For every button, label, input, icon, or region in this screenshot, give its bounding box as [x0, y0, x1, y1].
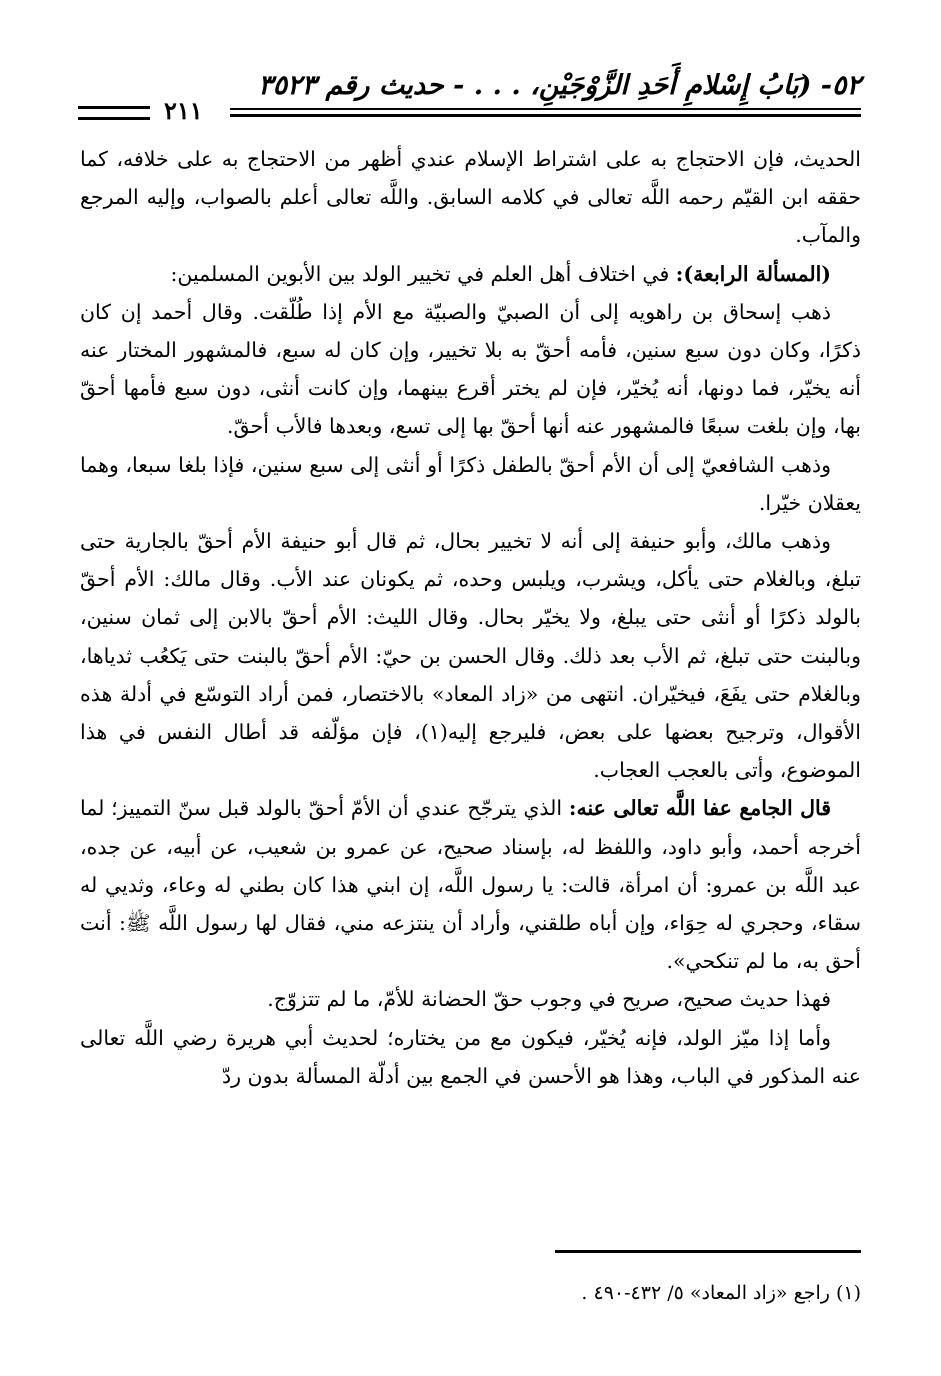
paragraph-text: وذهب مالك، وأبو حنيفة إلى أنه لا تخيير بحال، ثم قال أبو حنيفة الأم أحقّ بالجارية حتى تبلغ، وبالغلام حتى يأكل، ويشرب، ويلبس وحده، ثم يكونان عند الأب. وقال مالك: الأم أحقّ بالولد ذكرًا أو أنثى حتى يبلغ، ولا يخيّر بحال. وقال الليث: الأم أحقّ بالابن إلى ثمان سنين، وبالبنت حتى تبلغ، ثم الأب بعد ذلك. وقال الحسن بن حيّ: الأم أحقّ بالبنت حتى يَكعُب ثدياها، وبالغلام حتى يفَعَ، فيخيّران. انتهى من «زاد المعاد» بالاختصار، فمن أراد التوسّع في أدلة هذه الأقوال، وترجيح بعضها على بعض، فليرجع إليه(١)، فإن مؤلّفه قد أطال النفس في هذا الموضوع، وأتى بالعجب العجاب.: [80, 529, 861, 783]
paragraph: [80, 522, 861, 789]
running-title: ٥٢- (بَابُ إِسْلامِ أَحَدِ الزَّوْجَيْنِ، . . . - حديث رقم ٣٥٢٣: [258, 70, 861, 101]
footnote: (١) راجع «زاد المعاد» ٥/ ٤٣٢-٤٩٠ .: [581, 1282, 861, 1304]
paragraph-text: الذي يترجّح عندي أن الأمّ أحقّ بالولد قبل سنّ التمييز؛ لما أخرجه أحمد، وأبو داود، واللفظ له، بإسناد صحيح، عن عمرو بن شعيب، عن أبيه، عن جده، عبد اللَّه بن عمرو: أن امرأة، قالت: يا رسول اللَّه، إن ابني هذا كان بطني له وعاء، وثديي له سقاء، وحجري له حِوَاء، وإن أباه طلقني، وأراد أن ينتزعه مني، فقال لها رسول اللَّه ﷺ: أنت أحق به، ما لم تنكحي».: [80, 796, 861, 974]
paragraph: [80, 980, 861, 1018]
paragraph-text: وأما إذا ميّز الولد، فإنه يُخيّر، فيكون مع من يختاره؛ لحديث أبي هريرة رضي اللَّه تعالى عنه المذكور في الباب، وهذا هو الأحسن في الجمع بين أدلّة المسألة بدون ردّ: [80, 1025, 861, 1088]
paragraph: [80, 255, 861, 293]
page-number: ٢١١: [156, 96, 211, 126]
paragraph-lead: قال الجامع عفا اللَّه تعالى عنه:: [568, 796, 832, 821]
paragraph-text: الحديث، فإن الاحتجاج به على اشتراط الإسلام عندي أظهر من الاحتجاج به على خلافه، كما حققه ابن القيّم رحمه اللَّه تعالى في كلامه السابق. واللَّه تعالى أعلم بالصواب، وإليه المرجع والمآب.: [80, 147, 861, 248]
paragraph-text: في اختلاف أهل العلم في تخيير الولد بين الأبوين المسلمين:: [170, 261, 676, 286]
header-rule-thin: [230, 108, 861, 110]
paragraph: [80, 789, 861, 980]
footnote-separator: [555, 1250, 861, 1253]
header-rule-left: [78, 106, 150, 120]
main-text: [80, 140, 861, 1095]
paragraph-text: وذهب الشافعيّ إلى أن الأم أحقّ بالطفل ذكرًا أو أنثى إلى سبع سنين، فإذا بلغا سبعا، وهما يعقلان خيّرا.: [80, 452, 861, 515]
paragraph: [80, 446, 861, 522]
paragraph: [80, 293, 861, 446]
header-rule-thick: [230, 114, 861, 117]
paragraph: [80, 140, 861, 255]
page-header: [78, 66, 861, 126]
paragraph-text: فهذا حديث صحيح، صريح في وجوب حقّ الحضانة للأمّ، ما لم تتزوّج.: [267, 987, 831, 1012]
paragraph-lead: (المسألة الرابعة):: [675, 261, 831, 286]
paragraph: [80, 1019, 861, 1095]
paragraph-text: ذهب إسحاق بن راهويه إلى أن الصبيّ والصبيّة مع الأم إذا طُلّقت. وقال أحمد إن كان ذكرًا، وكان دون سبع سنين، فأمه أحقّ به بلا تخيير، وإن كان له سبع، فالمشهور المختار عنه أنه يخيّر، فما دونها، أنه يُخيّر، فإن لم يختر أقرع بينهما، وإن كانت أنثى، دون سبع فأمها أحقّ بها، وإن بلغت سبعًا فالمشهور عنه أنها أحقّ بها إلى تسع، وبعدها فالأب أحقّ.: [80, 299, 861, 439]
